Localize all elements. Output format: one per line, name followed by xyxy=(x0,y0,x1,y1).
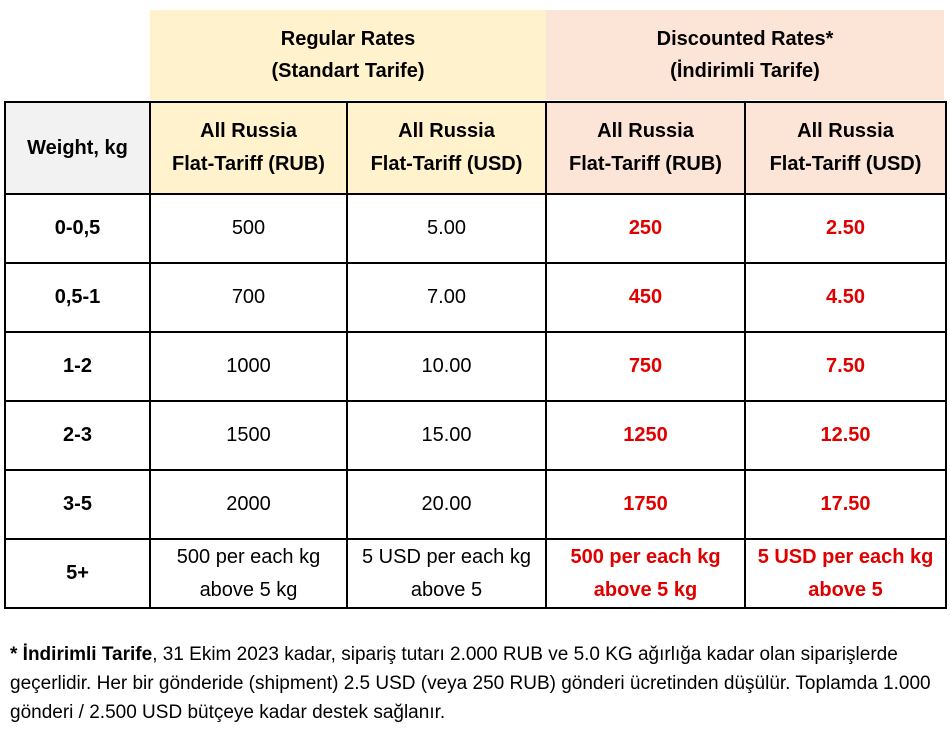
table-row xyxy=(5,332,946,401)
column-header-line1: All Russia xyxy=(398,120,495,142)
cell-line1: 500 per each kg xyxy=(570,545,721,568)
weight-cell: 0,5-1 xyxy=(5,263,150,332)
column-header-line1: All Russia xyxy=(200,120,297,142)
table-row-above-5kg xyxy=(5,539,946,608)
rates-table xyxy=(4,101,947,609)
cell-line1: 5 USD per each kg xyxy=(757,545,934,568)
discounted-rub-cell: 250 xyxy=(546,194,745,263)
discounted-usd-cell xyxy=(745,539,946,608)
regular-rates-title: Regular Rates xyxy=(280,28,416,50)
discounted-usd-cell: 7.50 xyxy=(745,332,946,401)
regular-rub-cell: 500 xyxy=(150,194,347,263)
discounted-rub-cell: 450 xyxy=(546,263,745,332)
cell-line2: above 5 xyxy=(808,578,883,601)
regular-rub-cell: 2000 xyxy=(150,470,347,539)
column-header-line1: All Russia xyxy=(597,120,694,142)
column-header-line2: Flat-Tariff (RUB) xyxy=(569,153,722,175)
cell-line1: 5 USD per each kg xyxy=(362,545,531,568)
regular-usd-cell xyxy=(347,539,546,608)
regular-rub-column-header xyxy=(150,102,347,194)
discounted-usd-cell: 17.50 xyxy=(745,470,946,539)
regular-rub-cell: 1000 xyxy=(150,332,347,401)
discounted-rub-cell: 1250 xyxy=(546,401,745,470)
regular-rates-header xyxy=(150,10,546,100)
weight-cell: 3-5 xyxy=(5,470,150,539)
cell-line2: above 5 kg xyxy=(593,578,698,601)
footnote-marker: * İndirimli Tarife xyxy=(10,644,153,665)
cell-line2: above 5 kg xyxy=(199,578,298,601)
discounted-usd-cell: 4.50 xyxy=(745,263,946,332)
discounted-rub-cell xyxy=(546,539,745,608)
discounted-rates-title: Discounted Rates* xyxy=(656,28,834,50)
column-header-line2: Flat-Tariff (USD) xyxy=(769,153,922,175)
discounted-usd-column-header xyxy=(745,102,946,194)
table-row xyxy=(5,194,946,263)
cell-line2: above 5 xyxy=(410,578,483,601)
table-header-row xyxy=(5,102,946,194)
footnote-text: , 31 Ekim 2023 kadar, sipariş tutarı 2.000 RUB ve 5.0 KG ağırlığa kadar olan siparişlerde geçerlidir. Her bir gönderide (shipment) 2.5 USD (veya 250 RUB) gönderi ücretinden düşülür. Toplamda 1.000 gönderi / 2.500 USD bütçeye kadar destek sağlanır. xyxy=(10,644,931,723)
column-header-line2: Flat-Tariff (USD) xyxy=(370,153,523,175)
footnote xyxy=(10,640,940,727)
regular-usd-column-header xyxy=(347,102,546,194)
regular-rub-cell xyxy=(150,539,347,608)
discounted-rates-subtitle: (İndirimli Tarife) xyxy=(670,60,820,82)
weight-cell: 2-3 xyxy=(5,401,150,470)
table-row xyxy=(5,401,946,470)
table-row xyxy=(5,470,946,539)
regular-usd-cell: 5.00 xyxy=(347,194,546,263)
discounted-usd-cell: 12.50 xyxy=(745,401,946,470)
cell-line1: 500 per each kg xyxy=(176,545,321,568)
weight-cell: 0-0,5 xyxy=(5,194,150,263)
weight-cell: 5+ xyxy=(5,539,150,608)
regular-rub-cell: 700 xyxy=(150,263,347,332)
column-header-line2: Flat-Tariff (RUB) xyxy=(172,153,325,175)
table-row xyxy=(5,263,946,332)
column-header-line1: All Russia xyxy=(797,120,894,142)
regular-usd-cell: 10.00 xyxy=(347,332,546,401)
discounted-usd-cell: 2.50 xyxy=(745,194,946,263)
weight-column-header: Weight, kg xyxy=(5,102,150,194)
regular-usd-cell: 7.00 xyxy=(347,263,546,332)
discounted-rub-column-header xyxy=(546,102,745,194)
regular-usd-cell: 15.00 xyxy=(347,401,546,470)
discounted-rub-cell: 1750 xyxy=(546,470,745,539)
discounted-rub-cell: 750 xyxy=(546,332,745,401)
regular-rub-cell: 1500 xyxy=(150,401,347,470)
regular-rates-subtitle: (Standart Tarife) xyxy=(271,60,425,82)
discounted-rates-header xyxy=(546,10,944,100)
regular-usd-cell: 20.00 xyxy=(347,470,546,539)
weight-cell: 1-2 xyxy=(5,332,150,401)
